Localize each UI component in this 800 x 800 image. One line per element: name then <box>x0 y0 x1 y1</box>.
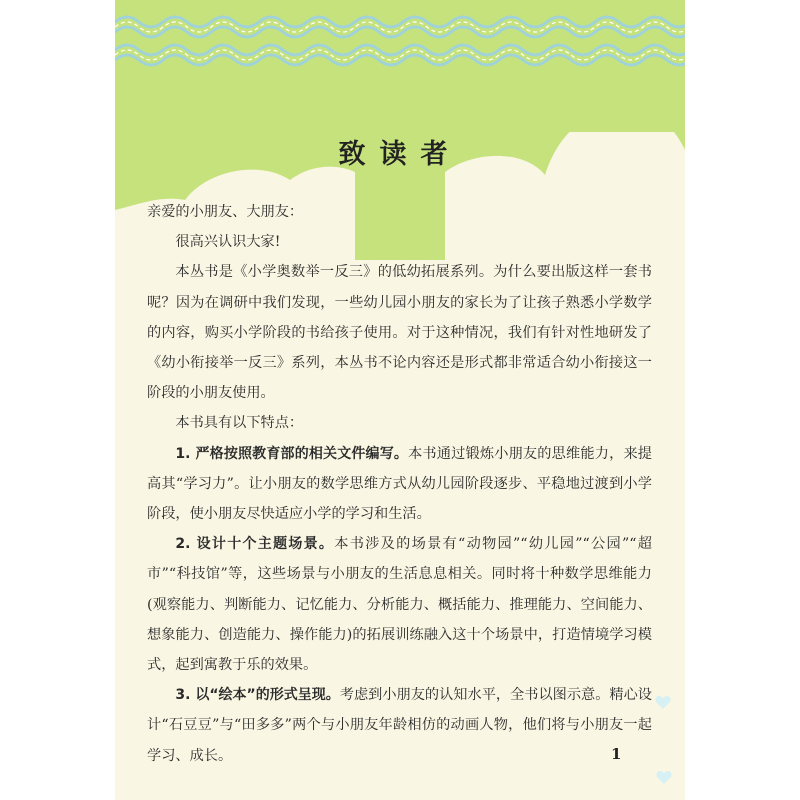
heart-icon <box>655 695 671 710</box>
letter-body <box>147 197 652 771</box>
page-title: 致读者 <box>338 139 462 170</box>
feature-3-text: 考虑到小朋友的认知水平，全书以图示意。精心设计“石豆豆”与“田多多”两个与小朋友年龄相仿的动画人物，他们将与小朋友一起学习、成长。 <box>147 687 652 764</box>
feature-2-heading: 2. 设计十个主题场景。 <box>175 536 335 553</box>
paragraph-1: 本丛书是《小学奥数举一反三》的低幼拓展系列。为什么要出版这样一套书呢？因为在调研中我们发现，一些幼儿园小朋友的家长为了让孩子熟悉小学数学的内容，购买小学阶段的书给孩子使用。对于这种情况，我们有针对性地研发了《幼小衔接举一反三》系列，本丛书不论内容还是形式都非常适合幼小衔接这一阶段的小朋友使用。 <box>147 264 652 402</box>
intro-line: 很高兴认识大家! <box>175 234 281 251</box>
page-number: 1 <box>611 745 622 763</box>
feature-2-text: 本书涉及的场景有“动物园”“幼儿园”“公园”“超市”“科技馆”等，这些场景与小朋友的生活息息相关。同时将十种数学思维能力(观察能力、判断能力、记忆能力、分析能力、概括能力、推理能力、空间能力、想象能力、创造能力、操作能力)的拓展训练融入这十个场景中，打造情境学习模式，起到寓教于乐的效果。 <box>147 536 652 674</box>
heart-icon <box>656 770 672 785</box>
feature-1 <box>147 439 652 530</box>
feature-1-text: 本书通过锻炼小朋友的思维能力，来提高其“学习力”。让小朋友的数学思维方式从幼儿园阶段逐步、平稳地过渡到小学阶段，使小朋友尽快适应小学的学习和生活。 <box>147 445 652 523</box>
feature-3 <box>147 680 652 771</box>
document-page <box>115 0 685 800</box>
features-intro: 本书具有以下特点： <box>175 415 304 432</box>
feature-2 <box>147 529 652 680</box>
feature-3-heading: 3. 以“绘本”的形式呈现。 <box>175 687 340 704</box>
greeting-line: 亲爱的小朋友、大朋友： <box>147 204 304 220</box>
feature-1-heading: 1. 严格按照教育部的相关文件编写。 <box>175 445 409 462</box>
